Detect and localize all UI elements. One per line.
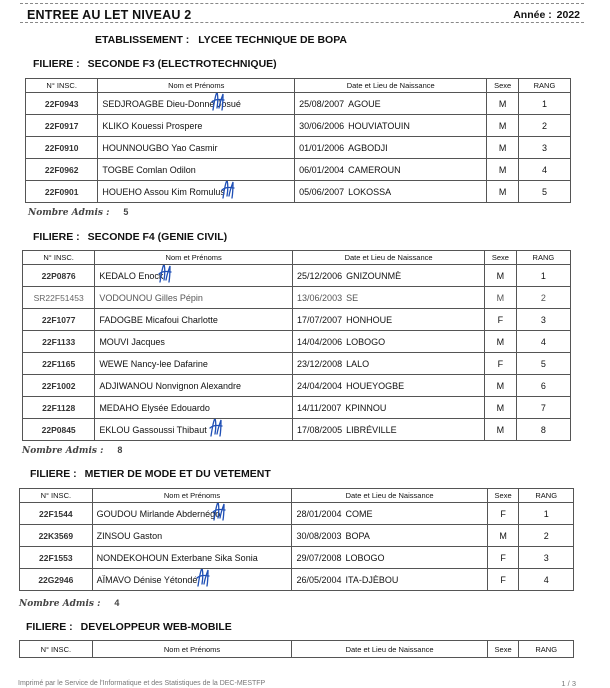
student-name: NONDEKOHOUN Exterbane Sika Sonia xyxy=(96,552,258,563)
birth-place: GNIZOUNMÈ xyxy=(346,270,402,281)
student-name: MEDAHO Elysée Edouardo xyxy=(99,402,210,413)
filiere-label: FILIERE : xyxy=(30,468,77,480)
cell-rank: 3 xyxy=(519,547,574,569)
cell-sex: M xyxy=(487,93,519,115)
table-row xyxy=(26,159,571,181)
table-row xyxy=(23,397,571,419)
cell-birth xyxy=(293,353,485,375)
filiere-name: DEVELOPPEUR WEB-MOBILE xyxy=(80,621,232,633)
table-body xyxy=(26,93,571,203)
cell-sex: F xyxy=(487,569,519,591)
student-name: ZINSOU Gaston xyxy=(96,530,163,541)
footer-note: Imprimé par le Service de l'Informatique et des Statistiques de la DEC-MESTFP xyxy=(18,680,266,687)
birth-date: 06/01/2004 xyxy=(299,164,345,175)
admitted-count xyxy=(19,598,119,609)
cell-rank: 6 xyxy=(516,375,570,397)
birth-date: 01/01/2006 xyxy=(299,142,345,153)
birth-date: 25/08/2007 xyxy=(299,98,345,109)
cell-birth xyxy=(292,547,487,569)
table-row xyxy=(23,353,571,375)
filiere-name: SECONDE F4 (GENIE CIVIL) xyxy=(87,231,228,243)
birth-date: 17/07/2007 xyxy=(297,314,343,325)
student-name: VODOUNOU Gilles Pépin xyxy=(99,292,203,303)
admitted-label: Nombre Admis : xyxy=(28,208,110,218)
student-name: FADOGBE Micafoui Charlotte xyxy=(99,314,218,325)
cell-insc: 22F1002 xyxy=(23,375,95,397)
results-table xyxy=(19,488,574,591)
cell-birth xyxy=(293,309,485,331)
establishment-label: ETABLISSEMENT : xyxy=(95,34,190,46)
birth-place: LOKOSSA xyxy=(348,186,392,197)
student-name: AÏMAVO Dénise Yétondé xyxy=(96,574,198,585)
birth-date: 29/07/2008 xyxy=(296,552,342,563)
cell-name xyxy=(95,397,293,419)
col-header-insc: N° INSC. xyxy=(23,251,95,265)
signature-mark xyxy=(220,181,236,201)
student-name: GOUDOU Mirlande Abdernégo xyxy=(96,508,221,519)
cell-insc: 22F0917 xyxy=(26,115,98,137)
table-row xyxy=(23,287,571,309)
col-header-birth: Date et Lieu de Naissance xyxy=(292,641,487,658)
filiere-name: SECONDE F3 (ELECTROTECHNIQUE) xyxy=(87,58,277,70)
col-header-sex: Sexe xyxy=(487,79,519,93)
col-header-name: Nom et Prénoms xyxy=(92,641,292,658)
top-dashed-rule xyxy=(20,3,584,4)
cell-insc: 22K3569 xyxy=(20,525,93,547)
birth-place: LIBRÉVILLE xyxy=(346,424,397,435)
cell-name xyxy=(95,331,293,353)
cell-sex: F xyxy=(485,353,517,375)
col-header-sex: Sexe xyxy=(485,251,517,265)
student-name: TOGBE Comlan Odilon xyxy=(102,164,196,175)
cell-insc: 22P0845 xyxy=(23,419,95,441)
cell-rank: 3 xyxy=(518,137,570,159)
cell-rank: 1 xyxy=(516,265,570,287)
table-body xyxy=(23,265,571,441)
birth-place: HOUVIATOUIN xyxy=(348,120,410,131)
student-name: EKLOU Gassoussi Thibaut xyxy=(99,424,207,435)
cell-rank: 5 xyxy=(518,181,570,203)
cell-sex: M xyxy=(485,397,517,419)
cell-sex: M xyxy=(487,525,519,547)
admitted-value: 5 xyxy=(123,207,129,217)
cell-name xyxy=(92,503,292,525)
cell-insc: 22P0876 xyxy=(23,265,95,287)
birth-date: 05/06/2007 xyxy=(299,186,345,197)
col-header-name: Nom et Prénoms xyxy=(92,489,292,503)
admitted-label: Nombre Admis : xyxy=(22,446,104,456)
cell-birth xyxy=(293,375,485,397)
cell-birth xyxy=(295,93,487,115)
cell-sex: M xyxy=(485,419,517,441)
cell-birth xyxy=(295,115,487,137)
cell-insc: 22F1133 xyxy=(23,331,95,353)
page-number: 1 / 3 xyxy=(561,679,576,688)
cell-insc: 22F1544 xyxy=(20,503,93,525)
student-name: KEDALO Enock xyxy=(99,270,164,281)
table-row xyxy=(20,547,574,569)
table-row xyxy=(26,93,571,115)
cell-rank: 5 xyxy=(516,353,570,375)
cell-birth xyxy=(292,503,487,525)
cell-name xyxy=(98,159,295,181)
student-name: MOUVI Jacques xyxy=(99,336,165,347)
cell-birth xyxy=(295,137,487,159)
cell-insc: 22F0943 xyxy=(26,93,98,115)
birth-date: 30/06/2006 xyxy=(299,120,345,131)
col-header-insc: N° INSC. xyxy=(26,79,98,93)
table-row xyxy=(20,569,574,591)
col-header-name: Nom et Prénoms xyxy=(98,79,295,93)
table-row xyxy=(26,115,571,137)
cell-rank: 3 xyxy=(516,309,570,331)
table-row xyxy=(20,525,574,547)
admitted-value: 4 xyxy=(114,598,120,608)
table-row xyxy=(23,331,571,353)
birth-place: CAMEROUN xyxy=(348,164,401,175)
cell-insc: 22F0901 xyxy=(26,181,98,203)
cell-name xyxy=(98,137,295,159)
cell-sex: M xyxy=(487,115,519,137)
cell-name xyxy=(98,93,295,115)
birth-place: AGBODJI xyxy=(348,142,388,153)
cell-rank: 8 xyxy=(516,419,570,441)
admitted-count xyxy=(22,445,122,456)
col-header-rank: RANG xyxy=(516,251,570,265)
cell-insc: 22F1077 xyxy=(23,309,95,331)
col-header-sex: Sexe xyxy=(487,641,519,658)
filiere-heading xyxy=(33,231,227,243)
table-header xyxy=(23,251,571,265)
signature-mark xyxy=(208,419,224,439)
table-row xyxy=(23,419,571,441)
results-table xyxy=(22,250,571,441)
birth-place: KPINNOU xyxy=(345,402,387,413)
cell-rank: 4 xyxy=(519,569,574,591)
birth-place: COME xyxy=(345,508,373,519)
col-header-insc: N° INSC. xyxy=(20,489,93,503)
signature-mark xyxy=(157,265,173,285)
year-label: Année : xyxy=(513,9,552,21)
cell-insc: 22G2946 xyxy=(20,569,93,591)
filiere-name: METIER DE MODE ET DU VETEMENT xyxy=(84,468,271,480)
student-name: KLIKO Kouessi Prospere xyxy=(102,120,203,131)
header-row xyxy=(20,489,574,503)
signature-mark xyxy=(210,93,226,113)
col-header-birth: Date et Lieu de Naissance xyxy=(292,489,487,503)
cell-name xyxy=(92,547,292,569)
cell-insc: SR22F51453 xyxy=(23,287,95,309)
birth-date: 13/06/2003 xyxy=(297,292,343,303)
student-name: HOUNNOUGBO Yao Casmir xyxy=(102,142,218,153)
establishment-name: LYCEE TECHNIQUE DE BOPA xyxy=(198,34,348,46)
table-header xyxy=(26,79,571,93)
cell-birth xyxy=(293,331,485,353)
cell-sex: M xyxy=(485,375,517,397)
table-row xyxy=(26,137,571,159)
cell-name xyxy=(95,419,293,441)
col-header-insc: N° INSC. xyxy=(20,641,93,658)
year-value: 2022 xyxy=(556,9,580,21)
cell-sex: M xyxy=(485,331,517,353)
birth-date: 26/05/2004 xyxy=(296,574,342,585)
table-row xyxy=(20,503,574,525)
table-row xyxy=(23,309,571,331)
cell-name xyxy=(95,353,293,375)
cell-insc: 22F1165 xyxy=(23,353,95,375)
col-header-birth: Date et Lieu de Naissance xyxy=(295,79,487,93)
col-header-name: Nom et Prénoms xyxy=(95,251,293,265)
title-dashed-rule xyxy=(20,22,584,23)
cell-rank: 4 xyxy=(518,159,570,181)
table-header xyxy=(20,641,574,658)
birth-date: 17/08/2005 xyxy=(297,424,343,435)
birth-place: ITA-DJÈBOU xyxy=(345,574,399,585)
cell-sex: M xyxy=(485,265,517,287)
cell-birth xyxy=(293,419,485,441)
birth-date: 25/12/2006 xyxy=(297,270,343,281)
filiere-label: FILIERE : xyxy=(33,231,80,243)
birth-place: LALO xyxy=(346,358,370,369)
birth-date: 23/12/2008 xyxy=(297,358,343,369)
cell-sex: F xyxy=(487,547,519,569)
header-row xyxy=(20,641,574,658)
col-header-rank: RANG xyxy=(519,489,574,503)
birth-date: 14/11/2007 xyxy=(297,402,342,413)
header-row xyxy=(23,251,571,265)
cell-rank: 1 xyxy=(519,503,574,525)
admitted-value: 8 xyxy=(117,445,123,455)
birth-place: SE xyxy=(346,292,359,303)
establishment xyxy=(95,34,347,46)
table-row xyxy=(23,265,571,287)
filiere-heading xyxy=(30,468,271,480)
cell-name xyxy=(92,569,292,591)
birth-date: 14/04/2006 xyxy=(297,336,343,347)
birth-place: LOBOGO xyxy=(346,336,386,347)
student-name: SEDJROAGBE Dieu-Donné Josué xyxy=(102,98,241,109)
cell-name xyxy=(98,115,295,137)
cell-rank: 2 xyxy=(519,525,574,547)
birth-date: 28/01/2004 xyxy=(296,508,342,519)
cell-birth xyxy=(292,569,487,591)
cell-rank: 2 xyxy=(516,287,570,309)
col-header-birth: Date et Lieu de Naissance xyxy=(293,251,485,265)
birth-place: HONHOUE xyxy=(346,314,393,325)
admitted-count xyxy=(28,207,128,218)
table-header xyxy=(20,489,574,503)
cell-birth xyxy=(293,397,485,419)
cell-birth xyxy=(293,265,485,287)
cell-insc: 22F0962 xyxy=(26,159,98,181)
student-name: ADJIWANOU Nonvignon Alexandre xyxy=(99,380,242,391)
cell-insc: 22F1128 xyxy=(23,397,95,419)
cell-sex: F xyxy=(487,503,519,525)
cell-rank: 4 xyxy=(516,331,570,353)
filiere-label: FILIERE : xyxy=(33,58,80,70)
birth-place: AGOUE xyxy=(348,98,381,109)
col-header-rank: RANG xyxy=(519,641,574,658)
col-header-sex: Sexe xyxy=(487,489,519,503)
col-header-rank: RANG xyxy=(518,79,570,93)
table-body xyxy=(20,503,574,591)
table-row xyxy=(23,375,571,397)
cell-name xyxy=(98,181,295,203)
filiere-heading xyxy=(33,58,277,70)
page-title: ENTREE AU LET NIVEAU 2 xyxy=(27,8,192,22)
signature-mark xyxy=(211,503,227,523)
cell-insc: 22F0910 xyxy=(26,137,98,159)
cell-rank: 7 xyxy=(516,397,570,419)
birth-place: HOUEYOGBE xyxy=(346,380,405,391)
birth-place: LOBOGO xyxy=(345,552,385,563)
cell-name xyxy=(95,309,293,331)
cell-sex: M xyxy=(487,159,519,181)
cell-rank: 2 xyxy=(518,115,570,137)
cell-name xyxy=(95,265,293,287)
student-name: WEWE Nancy-lee Dafarine xyxy=(99,358,208,369)
signature-mark xyxy=(195,569,211,589)
cell-rank: 1 xyxy=(518,93,570,115)
cell-birth xyxy=(293,287,485,309)
cell-sex: M xyxy=(487,137,519,159)
student-name: HOUEHO Assou Kim Romulus xyxy=(102,186,225,197)
cell-birth xyxy=(292,525,487,547)
cell-birth xyxy=(295,181,487,203)
cell-insc: 22F1553 xyxy=(20,547,93,569)
cell-name xyxy=(95,287,293,309)
header-row xyxy=(26,79,571,93)
results-table xyxy=(19,640,574,658)
cell-birth xyxy=(295,159,487,181)
table-row xyxy=(26,181,571,203)
cell-sex: F xyxy=(485,309,517,331)
birth-date: 30/08/2003 xyxy=(296,530,342,541)
birth-date: 24/04/2004 xyxy=(297,380,343,391)
cell-sex: M xyxy=(485,287,517,309)
results-table xyxy=(25,78,571,203)
filiere-label: FILIERE : xyxy=(26,621,73,633)
filiere-heading xyxy=(26,621,232,633)
birth-place: BOPA xyxy=(345,530,370,541)
admitted-label: Nombre Admis : xyxy=(19,599,101,609)
cell-sex: M xyxy=(487,181,519,203)
year-block xyxy=(511,9,580,21)
cell-name xyxy=(95,375,293,397)
cell-name xyxy=(92,525,292,547)
